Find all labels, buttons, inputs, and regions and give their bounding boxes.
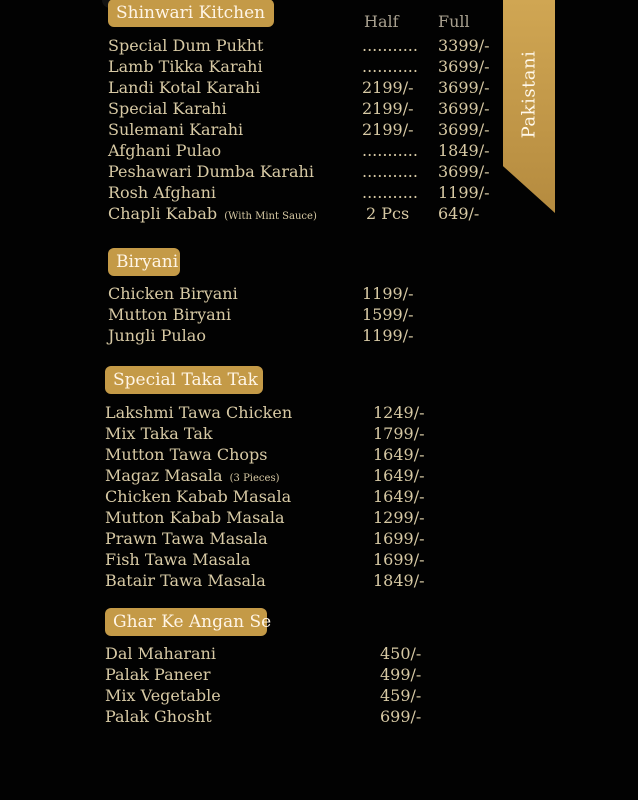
menu-item-note: (3 Pieces): [229, 473, 280, 484]
menu-item-row: [105, 403, 435, 423]
menu-item-half-price: ...........: [362, 36, 418, 55]
menu-item-label: Magaz Masala: [105, 466, 223, 485]
menu-item-name: [105, 466, 279, 489]
menu-item-name: Dal Maharani: [105, 644, 216, 663]
menu-item-name: Mutton Kabab Masala: [105, 508, 285, 527]
menu-item-row: [105, 550, 435, 570]
menu-item-row: [105, 686, 435, 706]
menu-item-full-price: 3699/-: [438, 78, 490, 97]
menu-item-full-price: 3399/-: [438, 36, 490, 55]
menu-item-row: [108, 284, 428, 304]
menu-item-name: Special Dum Pukht: [108, 36, 264, 55]
menu-item-price: 1699/-: [373, 529, 425, 548]
menu-item-price: 699/-: [380, 707, 422, 726]
menu-item-name: Chicken Kabab Masala: [105, 487, 292, 506]
menu-item-half-price: 2199/-: [362, 120, 414, 139]
menu-item-price: 1649/-: [373, 487, 425, 506]
menu-item-full-price: 3699/-: [438, 162, 490, 181]
menu-item-half-price: 2 Pcs: [366, 204, 410, 223]
menu-item-row: [108, 183, 498, 203]
menu-item-row: [105, 445, 435, 465]
menu-item-price: 1649/-: [373, 445, 425, 464]
menu-item-name: Batair Tawa Masala: [105, 571, 266, 590]
menu-item-full-price: 3699/-: [438, 57, 490, 76]
menu-item-price: 450/-: [380, 644, 422, 663]
menu-item-row: [108, 57, 498, 77]
menu-item-note: (With Mint Sauce): [224, 211, 317, 222]
menu-item-name: Lamb Tikka Karahi: [108, 57, 263, 76]
pakistani-ribbon-label: Pakistani: [518, 50, 540, 138]
menu-item-name: Mix Vegetable: [105, 686, 221, 705]
menu-item-row: [108, 326, 428, 346]
menu-item-price: 1299/-: [373, 508, 425, 527]
menu-item-row: [108, 204, 498, 224]
menu-item-row: [108, 120, 498, 140]
half-column-header: Half: [364, 12, 399, 31]
menu-item-name: Peshawari Dumba Karahi: [108, 162, 314, 181]
menu-item-name: [108, 204, 317, 227]
menu-item-row: [105, 707, 435, 727]
menu-item-name: Mix Taka Tak: [105, 424, 213, 443]
menu-item-full-price: 1199/-: [438, 183, 490, 202]
section-title-special-taka-tak: Special Taka Tak: [105, 366, 263, 394]
menu-item-price: 1599/-: [362, 305, 414, 324]
menu-item-price: 1199/-: [362, 284, 414, 303]
menu-item-full-price: 3699/-: [438, 99, 490, 118]
menu-item-price: 499/-: [380, 665, 422, 684]
menu-item-row: [105, 466, 435, 486]
menu-item-half-price: ...........: [362, 57, 418, 76]
menu-item-name: Mutton Tawa Chops: [105, 445, 268, 464]
menu-item-row: [105, 665, 435, 685]
menu-item-row: [108, 99, 498, 119]
menu-item-name: Special Karahi: [108, 99, 227, 118]
menu-item-row: [105, 644, 435, 664]
menu-item-half-price: ...........: [362, 162, 418, 181]
menu-item-half-price: 2199/-: [362, 78, 414, 97]
menu-item-name: Prawn Tawa Masala: [105, 529, 268, 548]
menu-item-name: Rosh Afghani: [108, 183, 216, 202]
menu-item-full-price: 649/-: [438, 204, 480, 223]
menu-item-price: 1199/-: [362, 326, 414, 345]
menu-item-full-price: 3699/-: [438, 120, 490, 139]
menu-item-row: [108, 305, 428, 325]
menu-item-name: Fish Tawa Masala: [105, 550, 251, 569]
menu-item-row: [105, 529, 435, 549]
menu-item-label: Chapli Kabab: [108, 204, 218, 223]
menu-item-half-price: ...........: [362, 183, 418, 202]
menu-item-name: Mutton Biryani: [108, 305, 232, 324]
menu-item-price: 1699/-: [373, 550, 425, 569]
menu-item-name: Landi Kotal Karahi: [108, 78, 261, 97]
menu-item-row: [108, 141, 498, 161]
menu-item-row: [108, 162, 498, 182]
menu-item-full-price: 1849/-: [438, 141, 490, 160]
menu-item-name: Palak Ghosht: [105, 707, 212, 726]
section-title-ghar-ke-angan-se: Ghar Ke Angan Se: [105, 608, 267, 636]
menu-item-row: [108, 36, 498, 56]
menu-item-price: 459/-: [380, 686, 422, 705]
menu-item-row: [105, 424, 435, 444]
menu-item-name: Jungli Pulao: [108, 326, 206, 345]
section-title-shinwari-kitchen: Shinwari Kitchen: [108, 0, 274, 27]
menu-item-price: 1649/-: [373, 466, 425, 485]
menu-item-name: Chicken Biryani: [108, 284, 238, 303]
menu-item-name: Afghani Pulao: [108, 141, 222, 160]
menu-item-row: [105, 508, 435, 528]
menu-item-name: Palak Paneer: [105, 665, 211, 684]
full-column-header: Full: [438, 12, 470, 31]
menu-item-row: [105, 571, 435, 591]
menu-item-row: [105, 487, 435, 507]
section-title-biryani: Biryani: [108, 248, 180, 276]
menu-item-price: 1799/-: [373, 424, 425, 443]
menu-item-name: Sulemani Karahi: [108, 120, 244, 139]
menu-item-half-price: ...........: [362, 141, 418, 160]
menu-item-name: Lakshmi Tawa Chicken: [105, 403, 293, 422]
menu-item-price: 1249/-: [373, 403, 425, 422]
menu-sheet: [102, 0, 555, 800]
menu-item-half-price: 2199/-: [362, 99, 414, 118]
menu-item-price: 1849/-: [373, 571, 425, 590]
menu-item-row: [108, 78, 498, 98]
